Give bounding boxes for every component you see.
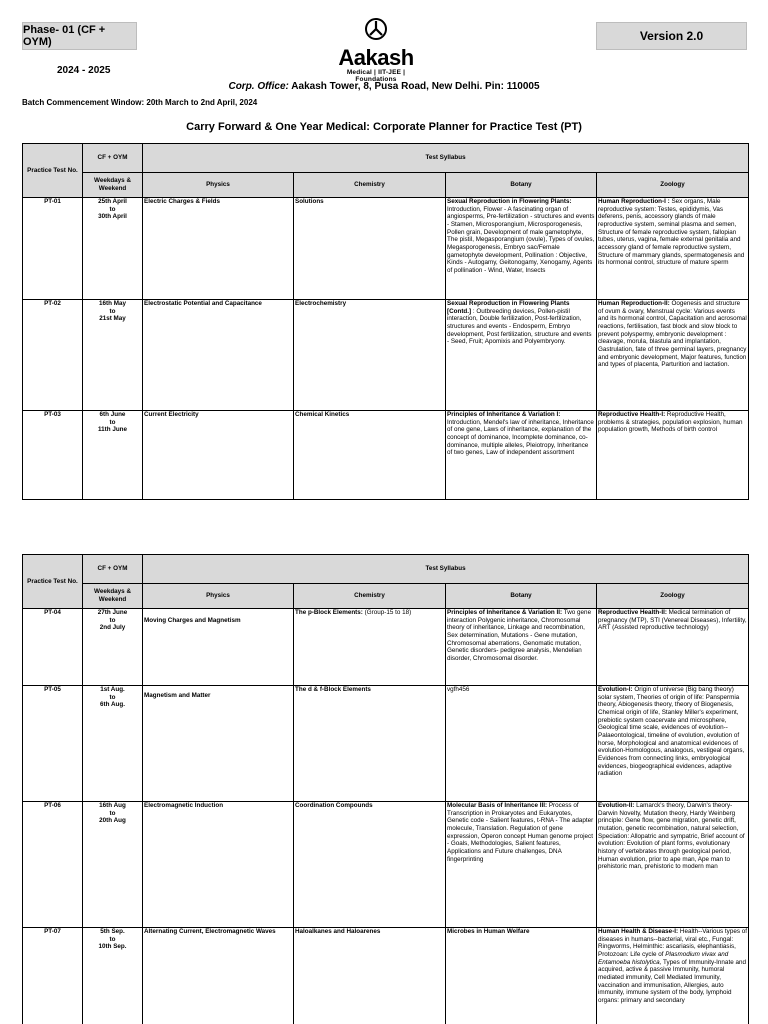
logo-emblem-icon: [364, 18, 388, 40]
practice-test-no: PT-02: [23, 300, 83, 411]
chemistry-header: Chemistry: [294, 173, 446, 198]
table-row: [23, 802, 749, 928]
aakash-logo: [326, 18, 426, 83]
physics-syllabus: Alternating Current, Electromagnetic Waves: [143, 928, 294, 1024]
test-window: 27th June to 2nd July: [83, 609, 143, 686]
test-syllabus-header: Test Syllabus: [143, 144, 749, 173]
planner-table-2: [22, 554, 749, 1024]
weekdays-weekend-header: Weekdays & Weekend: [83, 584, 143, 609]
chemistry-header: Chemistry: [294, 584, 446, 609]
test-window: 16th May to 21st May: [83, 300, 143, 411]
physics-syllabus: Moving Charges and Magnetism: [143, 609, 294, 686]
cf-oym-header: CF + OYM: [83, 144, 143, 173]
batch-window: Batch Commencement Window: 20th March to 2nd April, 2024: [22, 98, 258, 107]
physics-syllabus: Magnetism and Matter: [143, 686, 294, 802]
practice-test-no: PT-01: [23, 198, 83, 300]
physics-header: Physics: [143, 584, 294, 609]
practice-test-no: PT-07: [23, 928, 83, 1024]
botany-syllabus: Sexual Reproduction in Flowering Plants [Contd.] : Outbreeding devices, Pollen-pistil interaction, Double fertilization, Post-fertilization, structures and events - Endosperm, Embryo development, Post fertilization, structure and events - Seed, Fruit; Apomixis and Polyembryony.: [446, 300, 597, 411]
botany-syllabus: vgfh456: [446, 686, 597, 802]
corp-office-label: Corp. Office:: [228, 81, 289, 92]
test-window: 25th April to 30th April: [83, 198, 143, 300]
botany-syllabus: Sexual Reproduction in Flowering Plants: Introduction, Flower - A fascinating organ of angiosperms, Pre-fertilization - structures and events - Stamen, Microsporangium, Microsporogenesis, Pollen grain, Development of male gametophyte, The pistil, Megasporangium (ovule), Types of ovules, Megasporogenesis, Embryo sac/Female gametophyte development, Pollination : Objective, Kinds - Autogamy, Geitonogamy, Xenogamy, Agents of pollination - Wind, Water, Insects: [446, 198, 597, 300]
physics-syllabus: Electrostatic Potential and Capacitance: [143, 300, 294, 411]
phase-label: Phase- 01 (CF + OYM): [22, 22, 137, 50]
zoology-header: Zoology: [597, 173, 749, 198]
practice-test-no-header: Practice Test No.: [23, 555, 83, 609]
botany-syllabus: Molecular Basis of Inheritance III: Process of Transcription in Prokaryotes and Eukaryotes, Genetic code - Salient features, t-RNA - The adapter molecule, Translation. Regulation of gene expression, Operon concept Human genome project - Goals, Methodologies, Salient features, Applications and Future challenges, DNA fingerprinting: [446, 802, 597, 928]
test-window: 16th Aug to 20th Aug: [83, 802, 143, 928]
corporate-office: [0, 81, 768, 92]
practice-test-no: PT-03: [23, 411, 83, 500]
corp-office-address: Aakash Tower, 8, Pusa Road, New Delhi. Pin: 110005: [291, 81, 540, 92]
chemistry-syllabus: Coordination Compounds: [294, 802, 446, 928]
planner-table-1: [22, 143, 749, 500]
zoology-syllabus: Reproductive Health-II: Medical termination of pregnancy (MTP), STI (Venereal Diseases), Infertility, ART (Assisted reproductive technology): [597, 609, 749, 686]
zoology-syllabus: Human Reproduction-I : Sex organs, Male reproductive system: Testes, epididymis, Vas deferens, penis, accessory glands of male reproductive system, seminal plasma and semen, Structure of female reproductive system, fallopian tubes, uterus, vagina, female external genitalia and accessory gland of female reproductive system, Structure of mammary glands, spermatogenesis and its hormonal control, structure of mature sperm: [597, 198, 749, 300]
table-row: [23, 686, 749, 802]
chemistry-syllabus: Haloalkanes and Haloarenes: [294, 928, 446, 1024]
chemistry-syllabus: Solutions: [294, 198, 446, 300]
zoology-syllabus: Reproductive Health-I: Reproductive Health, problems & strategies, population explosion, human population growth, Methods of birth control: [597, 411, 749, 500]
practice-test-no: PT-04: [23, 609, 83, 686]
botany-syllabus: Microbes in Human Welfare: [446, 928, 597, 1024]
logo-subtitle: Medical | IIT-JEE | Foundations: [346, 69, 406, 83]
zoology-syllabus: Evolution-II: Lamarck's theory, Darwin's theory-Darwin Novelty, Mutation theory, Hardy Weinberg principle: Gene flow, gene migration, genetic drift, mutation, genetic recombination, natural selection, Speciation: Allopatric and sympatric, Brief account of evolution: Evolution of plant forms, evolutionary history of vertebrates through geological period, Human evolution, prior to ape man, Ape man to prehistoric man, prehistoric to modern man: [597, 802, 749, 928]
physics-syllabus: Electromagnetic Induction: [143, 802, 294, 928]
physics-header: Physics: [143, 173, 294, 198]
planner-title: Carry Forward & One Year Medical: Corporate Planner for Practice Test (PT): [186, 121, 582, 133]
chemistry-syllabus: The p-Block Elements: (Group-15 to 18): [294, 609, 446, 686]
version-label: Version 2.0: [596, 22, 747, 50]
test-window: 6th June to 11th June: [83, 411, 143, 500]
chemistry-syllabus: Chemical Kinetics: [294, 411, 446, 500]
logo-brand: Aakash: [338, 45, 414, 70]
practice-test-no: PT-06: [23, 802, 83, 928]
test-syllabus-header: Test Syllabus: [143, 555, 749, 584]
zoology-header: Zoology: [597, 584, 749, 609]
table-row: [23, 928, 749, 1024]
table-row: [23, 609, 749, 686]
academic-year: 2024 - 2025: [57, 65, 111, 76]
botany-syllabus: Principles of Inheritance & Variation II: Two gene interaction Polygenic inheritance, Chromosomal theory of inheritance, Linkage and recombination, Sex determination, Mutations - Gene mutation, Chromosomal aberrations, Genomatic mutation, Genetic disorders- pedigree analysis, Mendelian disorder, Chromosomal disorder.: [446, 609, 597, 686]
chemistry-syllabus: Electrochemistry: [294, 300, 446, 411]
botany-header: Botany: [446, 584, 597, 609]
table-row: [23, 198, 749, 300]
cf-oym-header: CF + OYM: [83, 555, 143, 584]
physics-syllabus: Electric Charges & Fields: [143, 198, 294, 300]
test-window: 1st Aug. to 6th Aug.: [83, 686, 143, 802]
zoology-syllabus: Evolution-I: Origin of universe (Big bang theory) solar system, Theories of origin of life: Panspermia theory, Abiogenesis theory, theory of Biogenesis, Chemical origin of life, Stanley Miller's experiment, prebiotic system coacervate and microsphere, Geological time scale, evidences of evolution--Palaeontological, timeline of evolution, evolution of horse, Morphological and anatomical evidences of evolution-Homologous, analogous, vestigeal organs, Evidences from connecting links, embryological evidences, biogeographical evidences, adaptive radiation: [597, 686, 749, 802]
table-row: [23, 411, 749, 500]
botany-syllabus: Principles of Inheritance & Variation I: Introduction, Mendel's law of inheritance, Inheritance of one gene, Laws of inheritance, explanation of the concept of dominance, Incomplete dominance, co-dominance, multiple alleles, Pleiotropy, Inheritance of two genes, Law of independent assortment: [446, 411, 597, 500]
physics-syllabus: Current Electricity: [143, 411, 294, 500]
botany-header: Botany: [446, 173, 597, 198]
test-window: 5th Sep. to 10th Sep.: [83, 928, 143, 1024]
chemistry-syllabus: The d & f-Block Elements: [294, 686, 446, 802]
zoology-syllabus: Human Health & Disease-I: Health--Various types of diseases in humans--bacterial, viral etc., Fungal: Ringworms, Helminthic: ascariasis, elephantiasis, Protozoan: Life cycle of Plasmodium vivax and Entamoeba histolytica, Types of Immunity-Innate and acquired, active & passive Immunity, humoral mediated immunity, Cell Mediated Immunity, vaccination and immunisation, Allergies, auto immunity, immune system of the body, lymphoid organs: primary and secondary: [597, 928, 749, 1024]
practice-test-no: PT-05: [23, 686, 83, 802]
table-row: [23, 300, 749, 411]
practice-test-no-header: Practice Test No.: [23, 144, 83, 198]
zoology-syllabus: Human Reproduction-II: Oogenesis and structure of ovum & ovary, Menstrual cycle: Various events and its hormonal control, Capacitation and acrosomal reactions, fertilisation, fast block and slow block to prevent polyspermy, embryonic development : cleavage, morula, blastula and implantation, Gastrulation, fate of three germinal layers, pregnancy and embryonic development, Major features, function and types of placenta, Parturition and lactation.: [597, 300, 749, 411]
weekdays-weekend-header: Weekdays & Weekend: [83, 173, 143, 198]
